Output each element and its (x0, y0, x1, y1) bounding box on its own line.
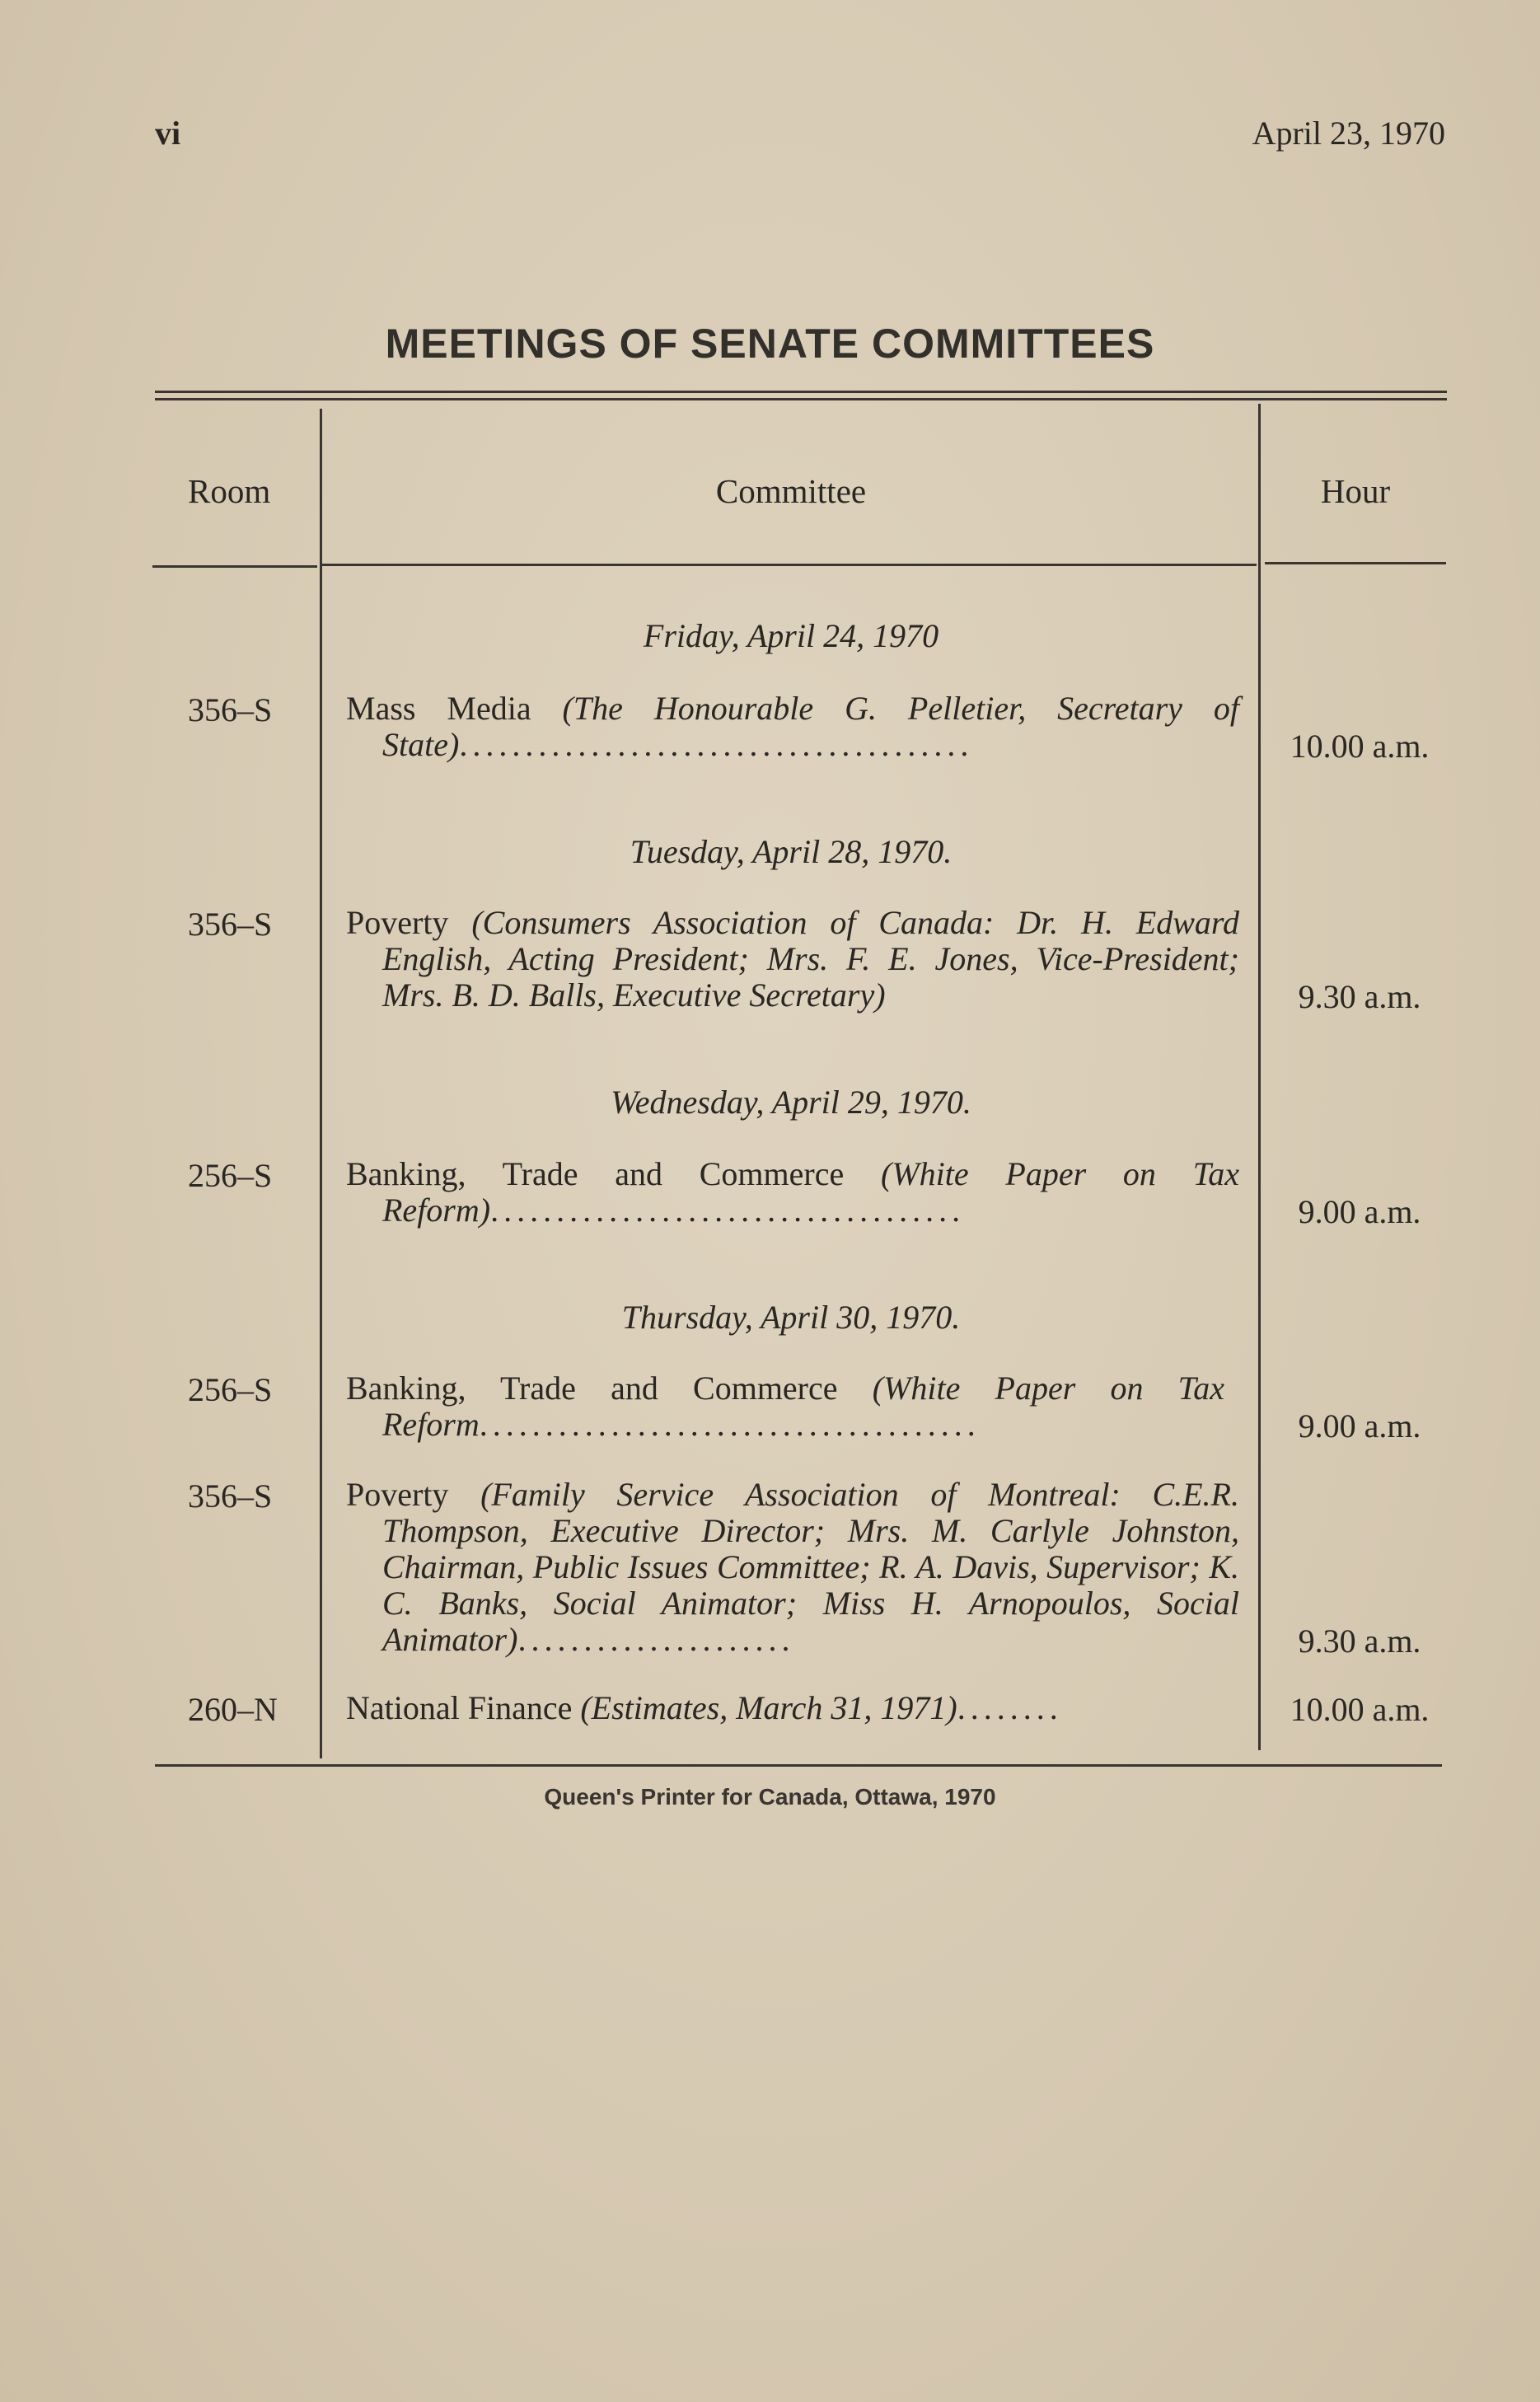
column-divider-right (1258, 404, 1261, 1750)
committee-entry (346, 1477, 1239, 1658)
meeting-hour: 9.30 a.m. (1298, 978, 1421, 1015)
table-bottom-rule (155, 1764, 1442, 1767)
header-rule-room (152, 565, 317, 568)
room-number: 256–S (188, 1371, 273, 1408)
committee-detail: (Family Service Association of Montreal: C.E.R. Thompson, Executive Director; Mrs. M. Carlyle Johnston, Chairman, Public Issues Committee; R. A. Davis, Supervisor; K. C. Banks, Social Animator; Miss H. Arnopoulos, Social Animator) (382, 1476, 1239, 1658)
committee-entry (346, 691, 1239, 763)
committee-name: National Finance (346, 1689, 573, 1726)
meeting-hour: 10.00 a.m. (1290, 728, 1430, 765)
room-number: 356–S (188, 906, 273, 943)
dot-leader: ....................................... (459, 726, 974, 763)
committee-name: Banking, Trade and Commerce (346, 1155, 845, 1192)
day-heading: Tuesday, April 28, 1970. (630, 833, 953, 870)
header-date: April 23, 1970 (1252, 115, 1445, 152)
committee-entry (346, 905, 1239, 1014)
committee-entry (346, 1156, 1239, 1229)
meeting-hour: 9.00 a.m. (1298, 1193, 1421, 1230)
committee-detail: (The Honourable G. Pelletier, Secretary of State) (382, 690, 1240, 763)
committee-name: Poverty (346, 1476, 449, 1513)
committee-name: Banking, Trade and Commerce (346, 1370, 838, 1407)
dot-leader: ........ (957, 1689, 1063, 1726)
committee-detail: (Estimates, March 31, 1971) (580, 1689, 957, 1726)
page-number: vi (155, 115, 181, 152)
title-rule-bottom (155, 398, 1447, 400)
column-header-room: Room (188, 472, 271, 510)
dot-leader: ..................... (517, 1621, 795, 1658)
printer-imprint: Queen's Printer for Canada, Ottawa, 1970 (544, 1784, 996, 1810)
header-rule-hour (1265, 562, 1446, 564)
column-header-hour: Hour (1320, 472, 1391, 510)
page-title: MEETINGS OF SENATE COMMITTEES (385, 321, 1155, 367)
committee-detail: (Consumers Association of Canada: Dr. H. Edward English, Acting President; Mrs. F. E. Jones, Vice-President; Mrs. B. D. Balls, Executive Secretary) (382, 904, 1240, 1014)
committee-entry (346, 1370, 1224, 1443)
room-number: 356–S (188, 1477, 273, 1515)
dot-leader: .................................... (490, 1192, 966, 1229)
day-heading: Wednesday, April 29, 1970. (611, 1084, 971, 1121)
committee-entry (346, 1690, 1239, 1726)
room-number: 356–S (188, 691, 273, 728)
dot-leader: ...................................... (479, 1406, 981, 1443)
committee-name: Poverty (346, 904, 449, 941)
header-rule-committee (322, 564, 1257, 566)
column-header-committee: Committee (715, 472, 867, 510)
committee-detail: (White Paper on Tax Reform (382, 1370, 1225, 1443)
title-rule-top (155, 391, 1447, 393)
day-heading: Friday, April 24, 1970 (643, 617, 939, 654)
day-heading: Thursday, April 30, 1970. (621, 1299, 961, 1336)
meeting-hour: 9.00 a.m. (1298, 1407, 1421, 1444)
room-number: 260–N (188, 1691, 278, 1728)
meeting-hour: 9.30 a.m. (1298, 1622, 1421, 1660)
room-number: 256–S (188, 1157, 273, 1194)
committee-name: Mass Media (346, 690, 531, 727)
meeting-hour: 10.00 a.m. (1290, 1691, 1430, 1728)
committee-detail: (White Paper on Tax Reform) (382, 1155, 1240, 1229)
